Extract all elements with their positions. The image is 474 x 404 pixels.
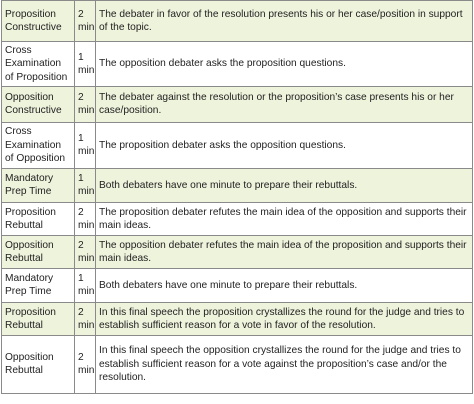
speech-cell: Opposition Rebuttal (2, 235, 75, 268)
table-row (2, 235, 473, 268)
description-cell: The proposition debater refutes the main idea of the opposition and supports their main ideas. (96, 202, 473, 235)
time-cell: 2 min (75, 235, 96, 268)
description-cell: The debater against the resolution or the proposition’s case presents his or her case/position. (96, 86, 473, 122)
speech-cell: Cross Examination of Opposition (2, 122, 75, 168)
time-cell: 1 min (75, 168, 96, 202)
table-row (2, 302, 473, 335)
time-cell: 2 min (75, 1, 96, 42)
table-row (2, 335, 473, 393)
description-cell: Both debaters have one minute to prepare their rebuttals. (96, 268, 473, 302)
speech-cell: Mandatory Prep Time (2, 168, 75, 202)
speech-cell: Cross Examination of Proposition (2, 42, 75, 87)
table-row (2, 42, 473, 87)
speech-cell: Opposition Constructive (2, 86, 75, 122)
speech-cell: Mandatory Prep Time (2, 268, 75, 302)
description-cell: The debater in favor of the resolution presents his or her case/position in support of the topic. (96, 1, 473, 42)
table-row (2, 268, 473, 302)
description-cell: In this final speech the proposition crystallizes the round for the judge and tries to establish sufficient reason for a vote in favor of the resolution. (96, 302, 473, 335)
time-cell: 2 min (75, 302, 96, 335)
description-cell: The opposition debater refutes the main idea of the proposition and supports their main ideas. (96, 235, 473, 268)
debate-format-table (1, 0, 473, 394)
description-cell: In this final speech the opposition crystallizes the round for the judge and tries to establish sufficient reason for a vote against the proposition’s case and/or the resolution. (96, 335, 473, 393)
table-row (2, 1, 473, 42)
table-row (2, 168, 473, 202)
speech-cell: Proposition Rebuttal (2, 302, 75, 335)
speech-cell: Proposition Constructive (2, 1, 75, 42)
time-cell: 2 min (75, 202, 96, 235)
description-cell: The opposition debater asks the proposition questions. (96, 42, 473, 87)
time-cell: 2 min (75, 86, 96, 122)
table-row (2, 86, 473, 122)
description-cell: The proposition debater asks the opposition questions. (96, 122, 473, 168)
table-row (2, 202, 473, 235)
table-row (2, 122, 473, 168)
speech-cell: Opposition Rebuttal (2, 335, 75, 393)
description-cell: Both debaters have one minute to prepare their rebuttals. (96, 168, 473, 202)
time-cell: 1 min (75, 122, 96, 168)
time-cell: 2 min (75, 335, 96, 393)
time-cell: 1 min (75, 42, 96, 87)
time-cell: 1 min (75, 268, 96, 302)
speech-cell: Proposition Rebuttal (2, 202, 75, 235)
